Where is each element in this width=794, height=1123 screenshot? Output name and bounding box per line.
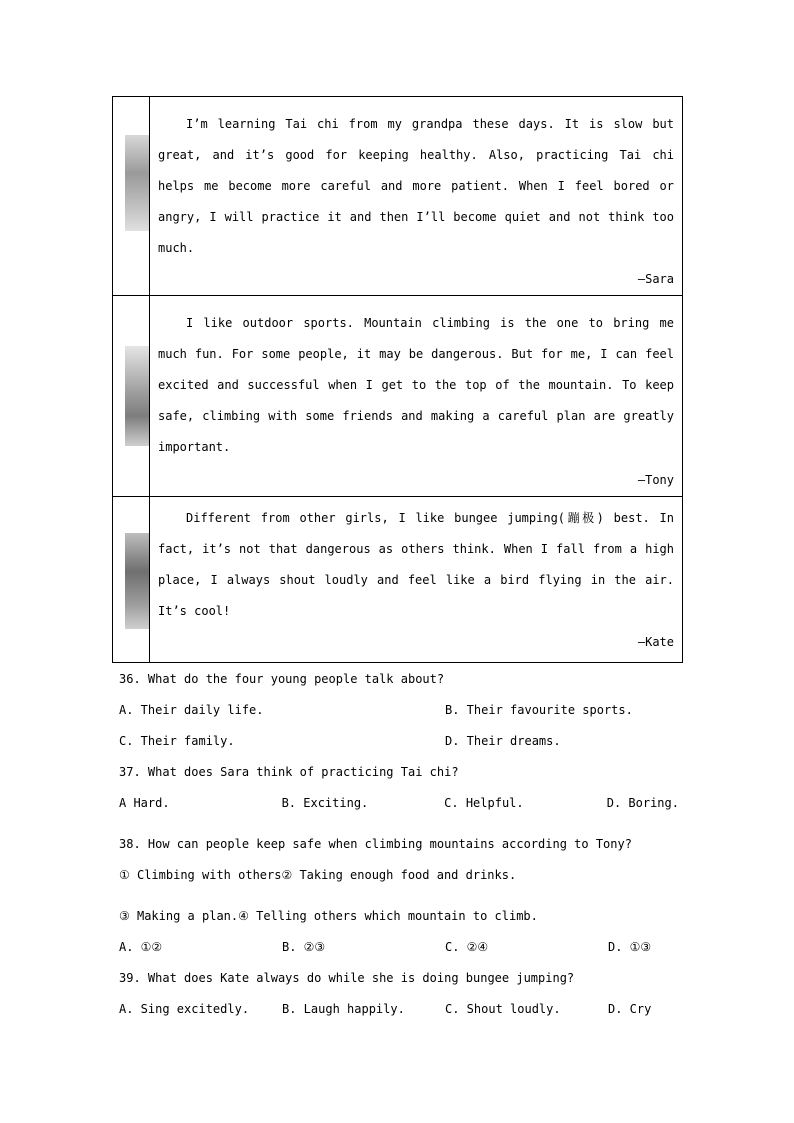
passage-cell bbox=[150, 97, 683, 296]
statement-line: ① Climbing with others② Taking enough food and drinks. bbox=[119, 868, 517, 882]
option-a[interactable]: A. ①② bbox=[119, 940, 163, 954]
passage-row-tony bbox=[113, 296, 683, 497]
option-c[interactable]: C. Their family. bbox=[119, 734, 235, 748]
passage-text: I’m learning Tai chi from my grandpa these days. It is slow but great, and it’s good for keeping healthy. Also, practicing Tai chi helps me become more careful and more patient. When I feel bored or angry, I will practice it and then I’ll become quiet and not think too much. bbox=[158, 117, 674, 255]
option-row bbox=[119, 726, 679, 757]
option-d[interactable]: D. Boring. bbox=[606, 796, 679, 810]
option-d[interactable]: D. Their dreams. bbox=[445, 734, 561, 748]
kate-photo bbox=[125, 533, 149, 629]
statement-line: ③ Making a plan.④ Telling others which mountain to climb. bbox=[119, 909, 538, 923]
photo-cell bbox=[113, 97, 150, 296]
passage-text: I like outdoor sports. Mountain climbing is the one to bring me much fun. For some people, it may be dangerous. But for me, I can feel excited and successful when I get to the top of the mountain. To keep safe, climbing with some friends and making a careful plan are greatly important. bbox=[158, 316, 674, 454]
photo-cell bbox=[113, 497, 150, 663]
option-row bbox=[119, 695, 679, 726]
option-b[interactable]: B. Their favourite sports. bbox=[445, 703, 633, 717]
question-stem: 36. What do the four young people talk about? bbox=[119, 672, 445, 686]
passage-author: —Tony bbox=[637, 473, 674, 487]
sara-photo bbox=[125, 135, 149, 231]
passage-cell bbox=[150, 296, 683, 497]
option-a[interactable]: A Hard. bbox=[119, 796, 170, 810]
passage-author: —Sara bbox=[637, 272, 674, 286]
option-row bbox=[119, 788, 679, 819]
option-d[interactable]: D. Cry bbox=[608, 1002, 652, 1016]
option-c[interactable]: C. Shout loudly. bbox=[445, 1002, 561, 1016]
option-c[interactable]: C. Helpful. bbox=[444, 796, 524, 810]
question-stem: 37. What does Sara think of practicing Tai chi? bbox=[119, 765, 459, 779]
option-b[interactable]: B. Laugh happily. bbox=[282, 1002, 405, 1016]
passage-author: —Kate bbox=[637, 635, 674, 649]
option-d[interactable]: D. ①③ bbox=[608, 940, 652, 954]
photo-cell bbox=[113, 296, 150, 497]
passage-row-sara bbox=[113, 97, 683, 296]
passage-cell bbox=[150, 497, 683, 663]
question-stem: 39. What does Kate always do while she is doing bungee jumping? bbox=[119, 971, 575, 985]
option-b[interactable]: B. ②③ bbox=[282, 940, 326, 954]
option-b[interactable]: B. Exciting. bbox=[281, 796, 369, 810]
option-a[interactable]: A. Their daily life. bbox=[119, 703, 264, 717]
option-row bbox=[119, 932, 679, 963]
questions bbox=[119, 664, 679, 1025]
option-a[interactable]: A. Sing excitedly. bbox=[119, 1002, 250, 1016]
option-row bbox=[119, 994, 679, 1025]
passage-row-kate bbox=[113, 497, 683, 663]
option-c[interactable]: C. ②④ bbox=[445, 940, 489, 954]
passage-text: Different from other girls, I like bungee jumping(蹦极) best. In fact, it’s not that dangerous as others think. When I fall from a high place, I always shout loudly and feel like a bird flying in the air. It’s cool! bbox=[158, 511, 674, 618]
question-stem: 38. How can people keep safe when climbing mountains according to Tony? bbox=[119, 837, 632, 851]
passages-table bbox=[112, 96, 683, 663]
tony-photo bbox=[125, 346, 149, 446]
